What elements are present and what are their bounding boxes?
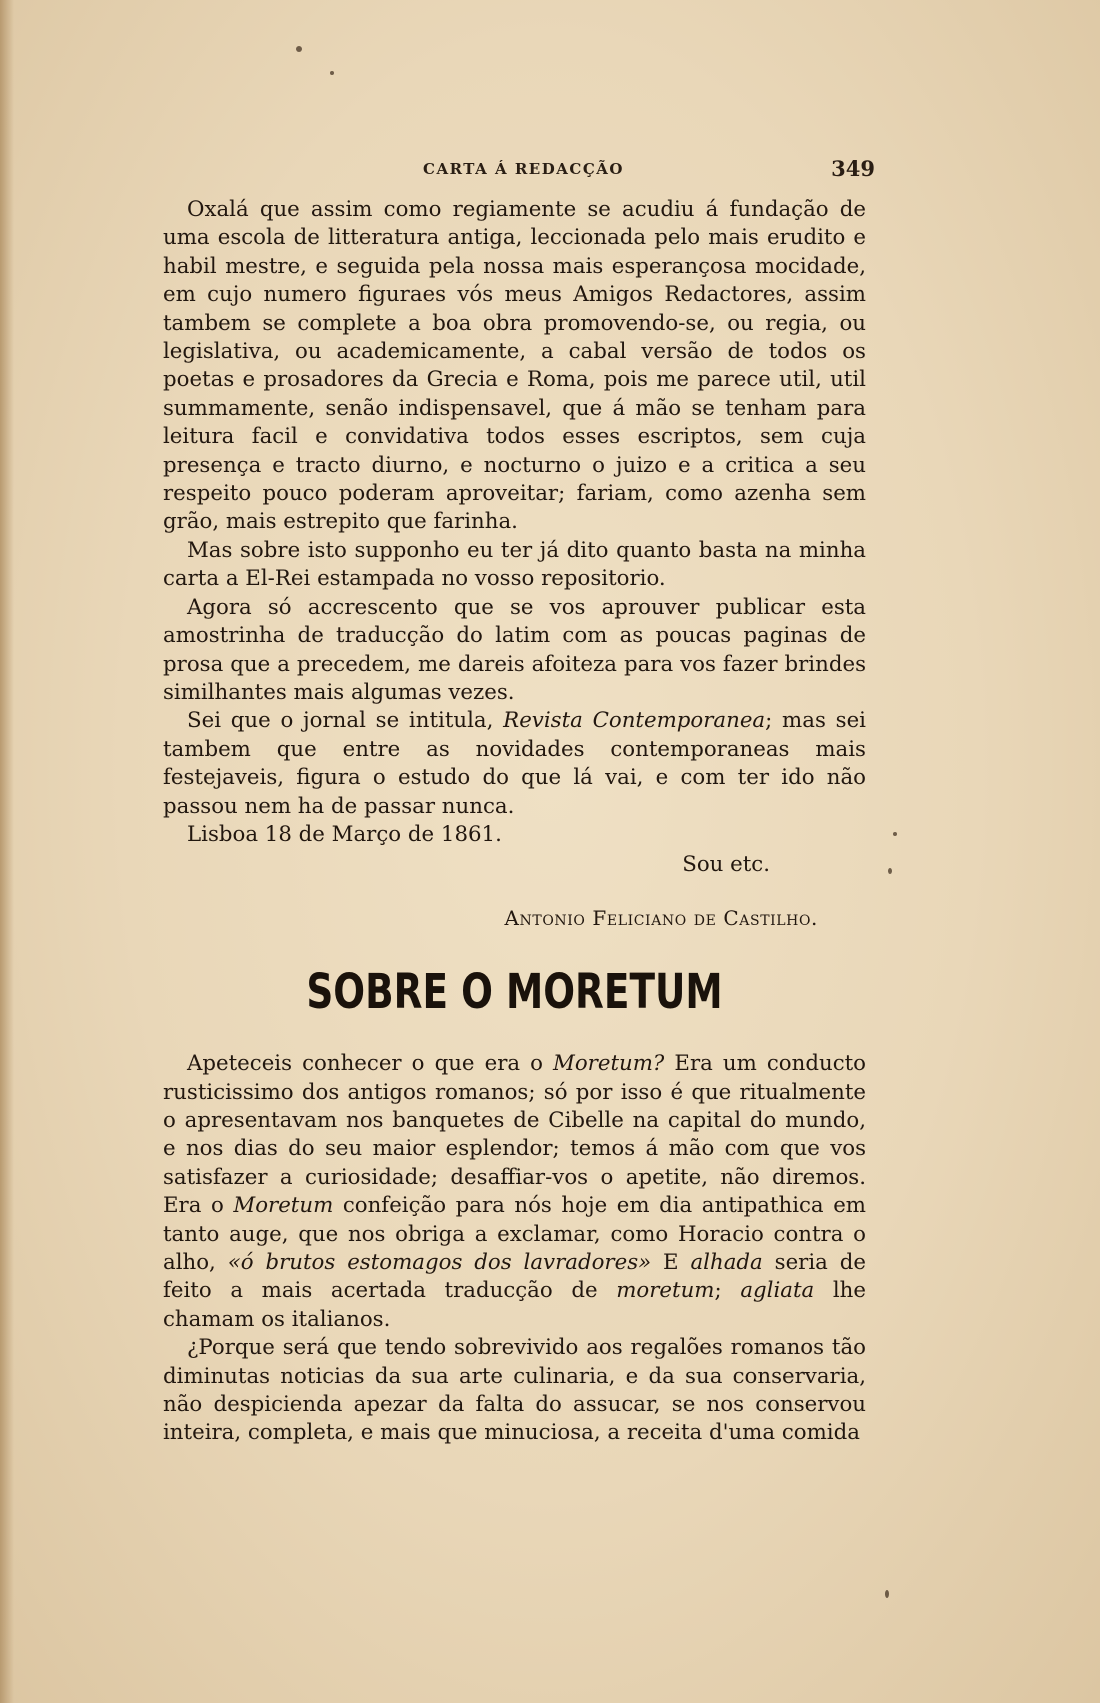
article-paragraph xyxy=(163,1050,866,1334)
ink-speck xyxy=(885,1590,889,1598)
closing: Sou etc. xyxy=(682,852,770,878)
italic-term: moretum xyxy=(616,1278,715,1304)
article-paragraph: ¿Porque será que tendo sobrevivido aos regalões romanos tão diminutas noticias da sua arte culinaria, e da sua conservaria, não despicienda apezar da falta do assucar, se nos conservou inteira, completa, e mais que minuciosa, a receita d'uma comida xyxy=(163,1335,866,1446)
running-header xyxy=(163,156,875,186)
italic-term: alhada xyxy=(690,1250,763,1275)
signature: Antonio Feliciano de Castilho. xyxy=(504,905,818,930)
running-title: CARTA Á REDACÇÃO xyxy=(423,160,624,178)
letter-paragraph: Mas sobre isto supponho eu ter já dito quanto basta na minha carta a El-Rei estampada no vosso repositorio. xyxy=(163,537,866,592)
text-run: E xyxy=(651,1250,691,1275)
italic-term: Moretum xyxy=(233,1193,334,1219)
letter-paragraph-journal xyxy=(163,707,866,821)
italic-term: Moretum? xyxy=(553,1051,665,1077)
place-date: Lisboa 18 de Março de 1861. xyxy=(187,821,502,847)
text-run: Era um conducto rusticissimo dos antigos romanos; só por isso é que ritualmente o apresentavam nos banquetes de Cibelle na capital do mundo, e nos dias do seu maior esplendor; temos á mão com que vos satisfazer a curiosidade; desaffiar-vos o apetite, não diremos. Era o xyxy=(163,1051,866,1219)
text-run: Sei que o jornal se intitula, xyxy=(187,708,504,734)
text-run: lhe chamam os italianos. xyxy=(163,1278,866,1332)
letter-paragraph: Agora só accrescento que se vos aprouver publicar esta amostrinha de traducção do latim com as poucas paginas de prosa que a precedem, me dareis afoiteza para vos fazer brindes similhantes mais algumas vezes. xyxy=(163,594,866,705)
journal-title: Revista Contemporanea xyxy=(503,708,766,734)
page-body xyxy=(163,196,866,1448)
text-run: confeição para nós hoje em dia antipathica em tanto auge, que nos obriga a exclamar, como Horacio contra o alho, xyxy=(163,1193,866,1275)
text-run: Apeteceis conhecer o que era o xyxy=(187,1051,554,1077)
article-title: SOBRE O MORETUM xyxy=(306,964,723,1021)
ink-speck xyxy=(330,71,334,75)
page-edge-shadow xyxy=(0,0,14,1703)
text-run: ; mas sei tambem que entre as novidades contemporaneas mais festejaveis, figura o estudo do que lá vai, e com ter ido não passou nem ha de passar nunca. xyxy=(163,708,866,819)
page-number: 349 xyxy=(831,156,875,181)
ink-speck xyxy=(888,868,892,874)
article-body xyxy=(163,1050,866,1448)
text-run: seria de feito a mais acertada traducção de xyxy=(163,1250,866,1304)
italic-term: agliata xyxy=(740,1278,815,1304)
text-run: ; xyxy=(714,1278,741,1304)
italic-quote: «ó brutos estomagos dos lavradores» xyxy=(227,1250,652,1275)
letter-paragraph: Oxalá que assim como regiamente se acudiu á fundação de uma escola de litteratura antiga, leccionada pelo mais erudito e habil mestre, e seguida pela nossa mais esperançosa mocidade, em cujo numero figuraes vós meus Amigos Redactores, assim tambem se complete a boa obra promovendo-se, ou regia, ou legislativa, ou academicamente, a cabal versão de todos os poetas e prosadores da Grecia e Roma, pois me parece util, util summamente, senão indispensavel, que á mão se tenham para leitura facil e convidativa todos esses escriptos, sem cuja presença e tracto diurno, e nocturno o juizo e a critica a seu respeito pouco poderam aproveitar; fariam, como azenha sem grão, mais estrepito que farinha. xyxy=(163,197,866,535)
ink-speck xyxy=(893,832,897,836)
ink-speck xyxy=(296,46,302,52)
